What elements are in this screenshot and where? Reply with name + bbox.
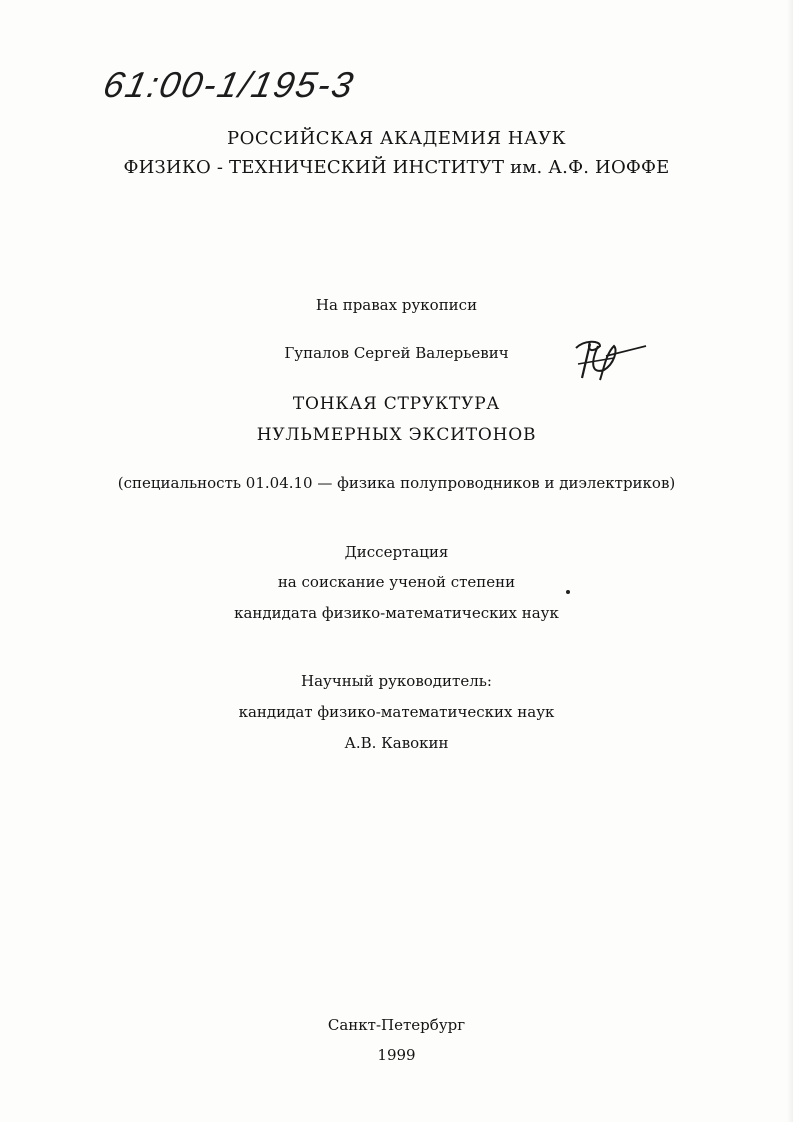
institute-heading: ФИЗИКО - ТЕХНИЧЕСКИЙ ИНСТИТУТ им. А.Ф. ИОФФЕ	[123, 157, 670, 178]
supervisor-degree: кандидат физико-математических наук	[238, 703, 555, 721]
city-line: Санкт-Петербург	[327, 1016, 466, 1034]
handwritten-registry-code: 61:00-1/195-3	[99, 64, 359, 105]
ink-dot	[566, 590, 570, 594]
academy-heading: РОССИЙСКАЯ АКАДЕМИЯ НАУК	[226, 128, 567, 149]
thesis-title-line-2: НУЛЬМЕРНЫХ ЭКСИТОНОВ	[256, 425, 537, 445]
dissertation-label: Диссертация	[344, 543, 449, 561]
year-line: 1999	[377, 1046, 416, 1064]
degree-name-line: кандидата физико-математических наук	[234, 604, 559, 622]
degree-purpose-line: на соискание ученой степени	[277, 573, 516, 591]
specialty-line: (специальность 01.04.10 — физика полупроводников и диэлектриков)	[117, 474, 676, 492]
supervisor-label: Научный руководитель:	[301, 672, 492, 690]
thesis-title-line-1: ТОНКАЯ СТРУКТУРА	[292, 394, 501, 414]
supervisor-name: А.В. Кавокин	[344, 734, 449, 752]
signature-mark	[570, 334, 650, 384]
manuscript-rights-note: На правах рукописи	[315, 296, 478, 314]
scan-edge-shadow	[787, 0, 793, 1122]
author-name: Гупалов Сергей Валерьевич	[284, 344, 509, 362]
